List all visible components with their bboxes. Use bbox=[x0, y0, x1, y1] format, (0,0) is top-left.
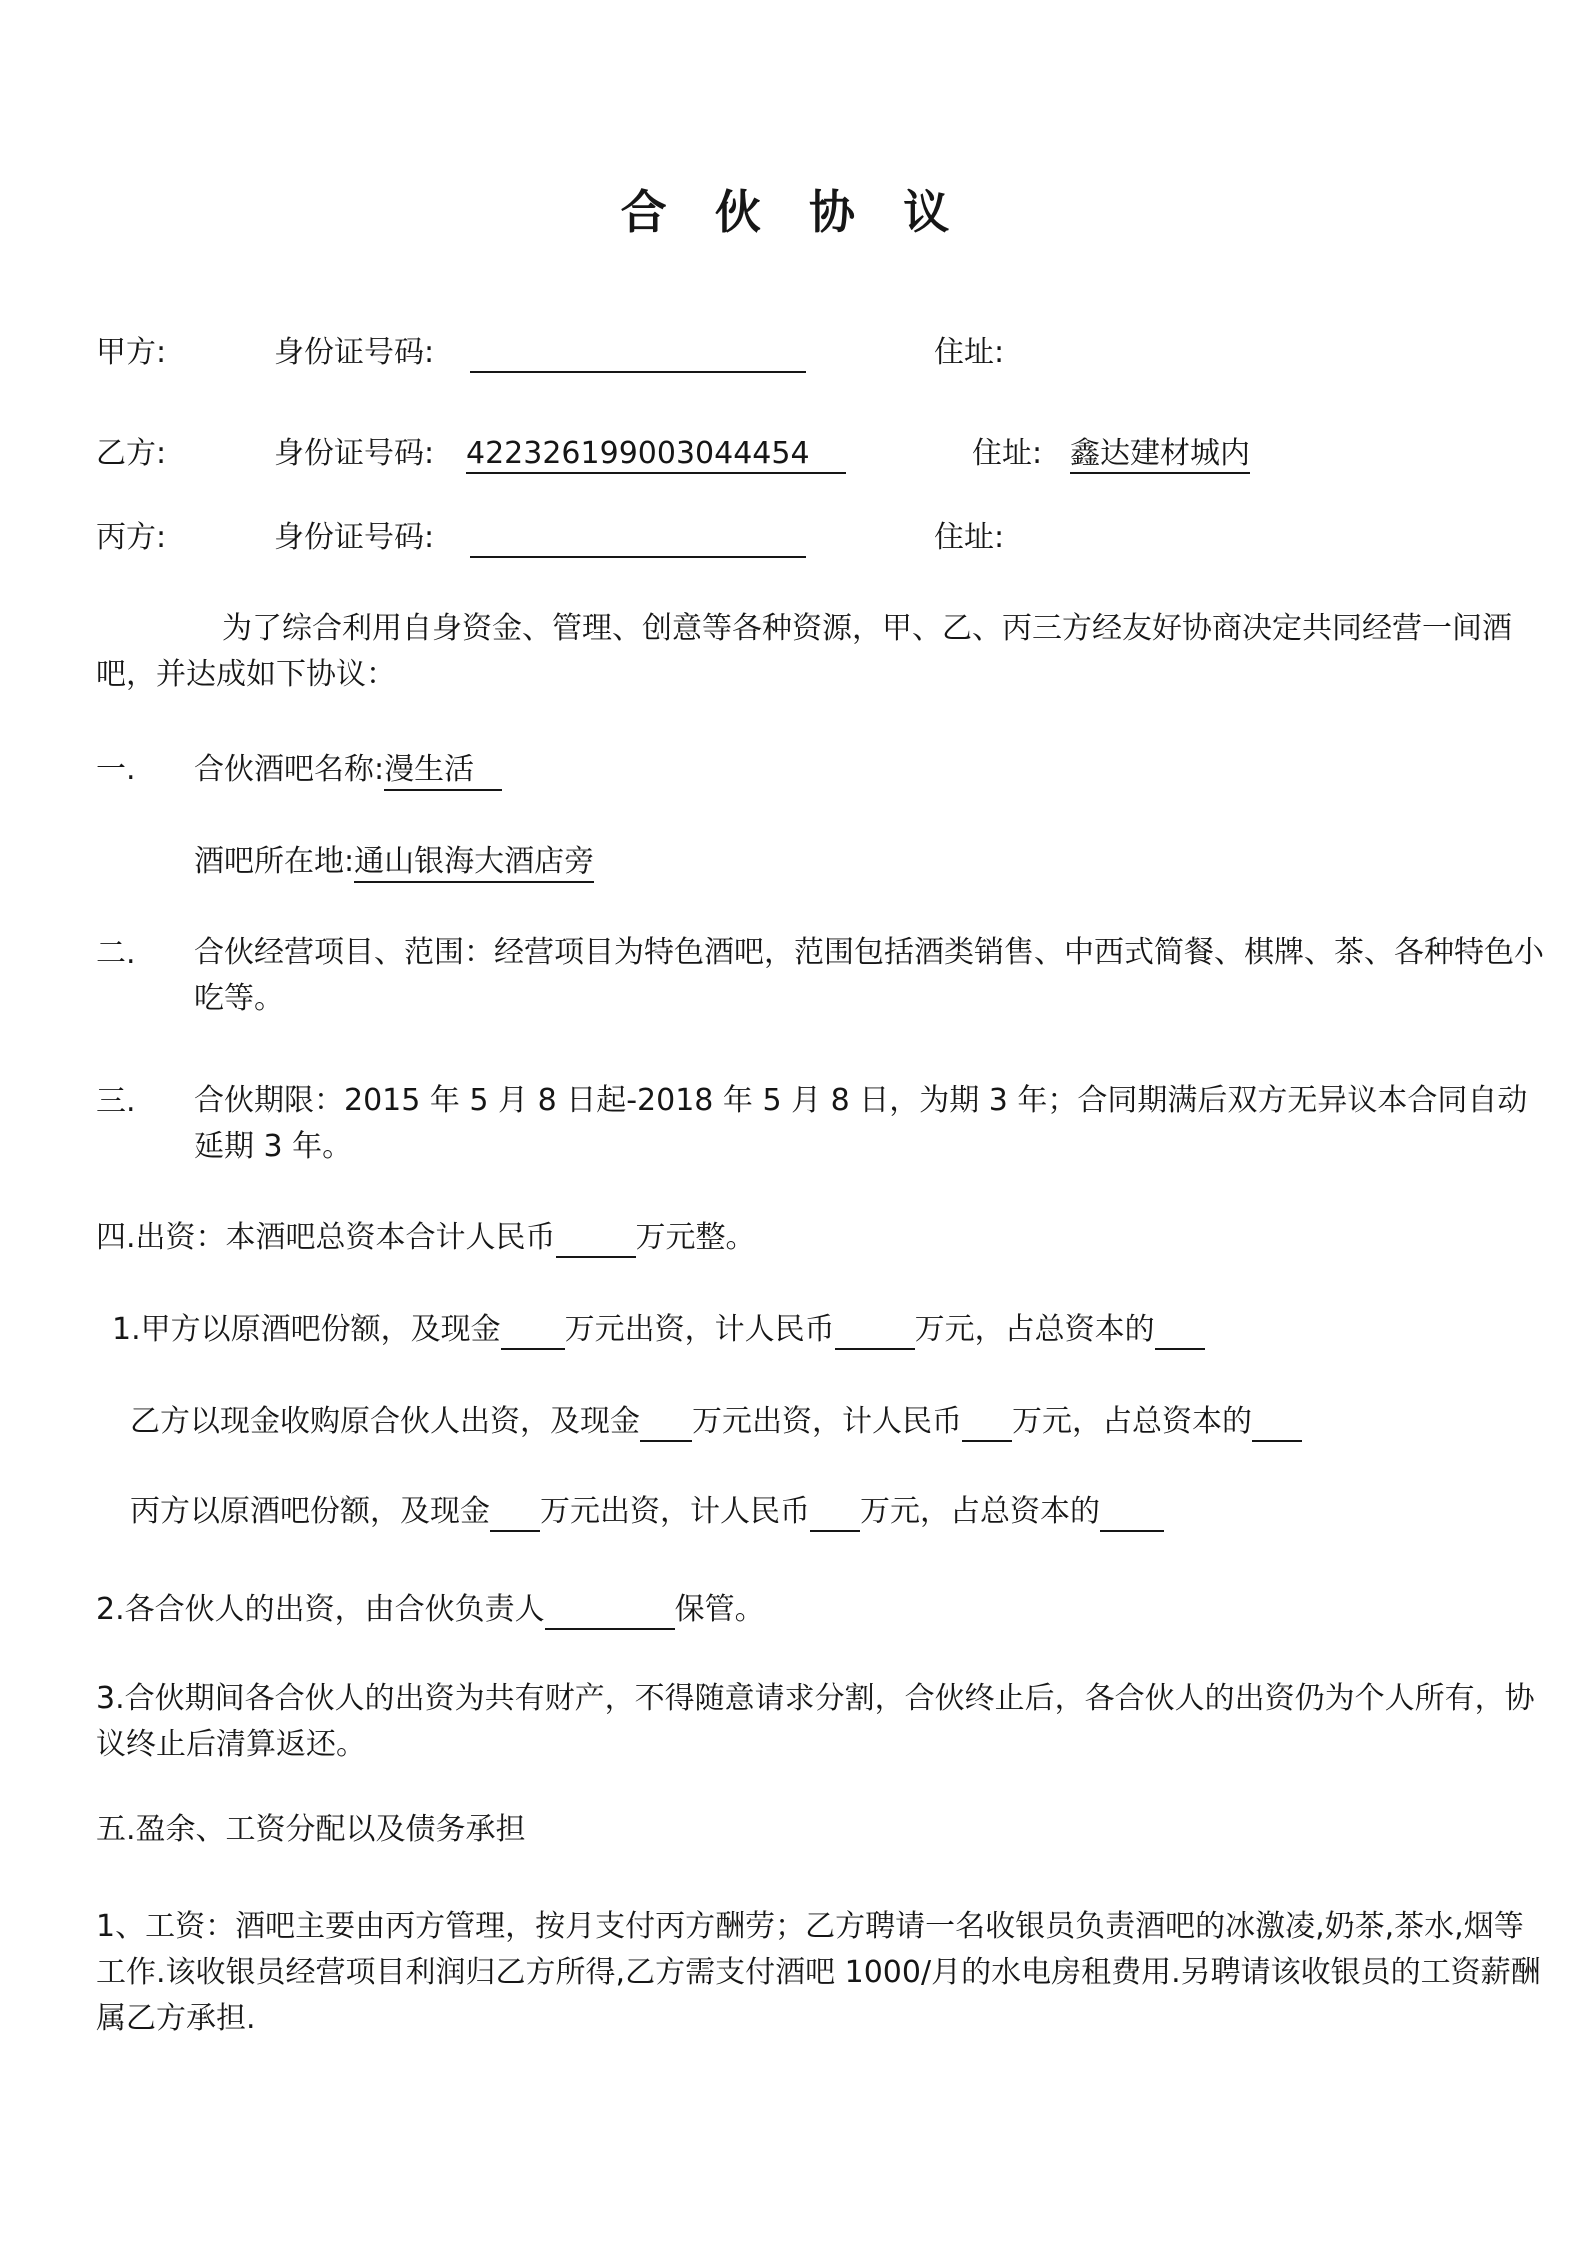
bar-location-label: 酒吧所在地: bbox=[194, 844, 355, 879]
section-1-number: 一. bbox=[96, 752, 136, 787]
bar-location-value: 通山银海大酒店旁 bbox=[354, 844, 594, 883]
party-a-contribution-text-3: 万元，占总资本的 bbox=[914, 1312, 1155, 1347]
section-2-text: 合伙经营项目、范围：经营项目为特色酒吧，范围包括酒类销售、中西式简餐、棋牌、茶、各种特色小吃等。 bbox=[194, 935, 1544, 1016]
custodian-blank bbox=[545, 1592, 675, 1630]
party-b-share-blank bbox=[1252, 1404, 1302, 1442]
section-4-heading-start: 四.出资：本酒吧总资本合计人民币 bbox=[96, 1220, 556, 1255]
party-c-contribution-line bbox=[130, 1492, 1164, 1532]
section-2-number: 二. bbox=[96, 936, 136, 971]
custody-line bbox=[96, 1590, 765, 1630]
total-capital-blank bbox=[556, 1220, 636, 1258]
party-c-contribution-text-2: 万元出资，计人民币 bbox=[540, 1494, 810, 1529]
party-c-address-label: 住址: bbox=[934, 520, 1005, 555]
party-b-contribution-line bbox=[130, 1402, 1302, 1442]
section-4-heading-end: 万元整。 bbox=[635, 1220, 756, 1255]
party-a-id-label: 身份证号码: bbox=[274, 335, 435, 370]
party-c-id-label: 身份证号码: bbox=[274, 520, 435, 555]
bar-name-value: 漫生活 bbox=[384, 752, 502, 791]
party-c-contribution-text-3: 万元，占总资本的 bbox=[860, 1494, 1100, 1529]
party-a-rmb-blank bbox=[835, 1312, 915, 1350]
party-c-id-field bbox=[470, 518, 806, 558]
party-a-cash-blank bbox=[501, 1312, 565, 1350]
party-b-id-label: 身份证号码: bbox=[274, 436, 435, 471]
party-b-rmb-blank bbox=[962, 1404, 1012, 1442]
section-5-heading: 五.盈余、工资分配以及债务承担 bbox=[96, 1812, 526, 1847]
party-b-contribution-text-1: 乙方以现金收购原合伙人出资，及现金 bbox=[130, 1404, 640, 1439]
document-title: 合 伙 协 议 bbox=[620, 185, 966, 239]
party-a-label: 甲方: bbox=[96, 335, 167, 370]
party-c-label: 丙方: bbox=[96, 520, 167, 555]
bar-name-label: 合伙酒吧名称: bbox=[194, 752, 385, 787]
party-a-id-field bbox=[470, 333, 806, 373]
party-b-address-value: 鑫达建材城内 bbox=[1070, 434, 1250, 474]
party-b-address-label: 住址: bbox=[972, 436, 1043, 471]
bar-name-line bbox=[194, 750, 502, 790]
section-3-text: 合伙期限：2015 年 5 月 8 日起-2018 年 5 月 8 日，为期 3 年；合同期满后双方无异议本合同自动延期 3 年。 bbox=[194, 1083, 1528, 1164]
party-a-contribution-text-2: 万元出资，计人民币 bbox=[564, 1312, 835, 1347]
party-c-share-blank bbox=[1100, 1494, 1164, 1532]
section-3-number: 三. bbox=[96, 1084, 136, 1119]
party-c-contribution-text-1: 丙方以原酒吧份额，及现金 bbox=[130, 1494, 490, 1529]
party-a-contribution-text-1: 1.甲方以原酒吧份额，及现金 bbox=[112, 1312, 501, 1347]
party-b-label: 乙方: bbox=[96, 436, 167, 471]
party-c-cash-blank bbox=[490, 1494, 540, 1532]
party-b-id-field: 422326199003044454 bbox=[466, 434, 846, 474]
intro-paragraph: 为了综合利用自身资金、管理、创意等各种资源，甲、乙、丙三方经友好协商决定共同经营一间酒吧，并达成如下协议： bbox=[96, 611, 1512, 692]
salary-paragraph: 1、工资：酒吧主要由丙方管理，按月支付丙方酬劳；乙方聘请一名收银员负责酒吧的冰激凌,奶茶,茶水,烟等工作.该收银员经营项目利润归乙方所得,乙方需支付酒吧 1000/月的水电房租费用.另聘请该收银员的工资薪酬属乙方承担. bbox=[96, 1909, 1541, 2036]
party-b-contribution-text-3: 万元，占总资本的 bbox=[1012, 1404, 1252, 1439]
custody-text-start: 2.各合伙人的出资，由合伙负责人 bbox=[96, 1592, 545, 1627]
section-4-heading bbox=[96, 1218, 756, 1258]
bar-location-line bbox=[194, 842, 594, 882]
party-a-contribution-line bbox=[112, 1310, 1205, 1350]
joint-property-paragraph: 3.合伙期间各合伙人的出资为共有财产，不得随意请求分割，合伙终止后，各合伙人的出资仍为个人所有，协议终止后清算返还。 bbox=[96, 1681, 1535, 1762]
party-b-contribution-text-2: 万元出资，计人民币 bbox=[692, 1404, 962, 1439]
party-a-share-blank bbox=[1155, 1312, 1205, 1350]
custody-text-end: 保管。 bbox=[674, 1592, 765, 1627]
party-a-address-label: 住址: bbox=[934, 335, 1005, 370]
party-c-rmb-blank bbox=[810, 1494, 860, 1532]
party-b-cash-blank bbox=[640, 1404, 692, 1442]
